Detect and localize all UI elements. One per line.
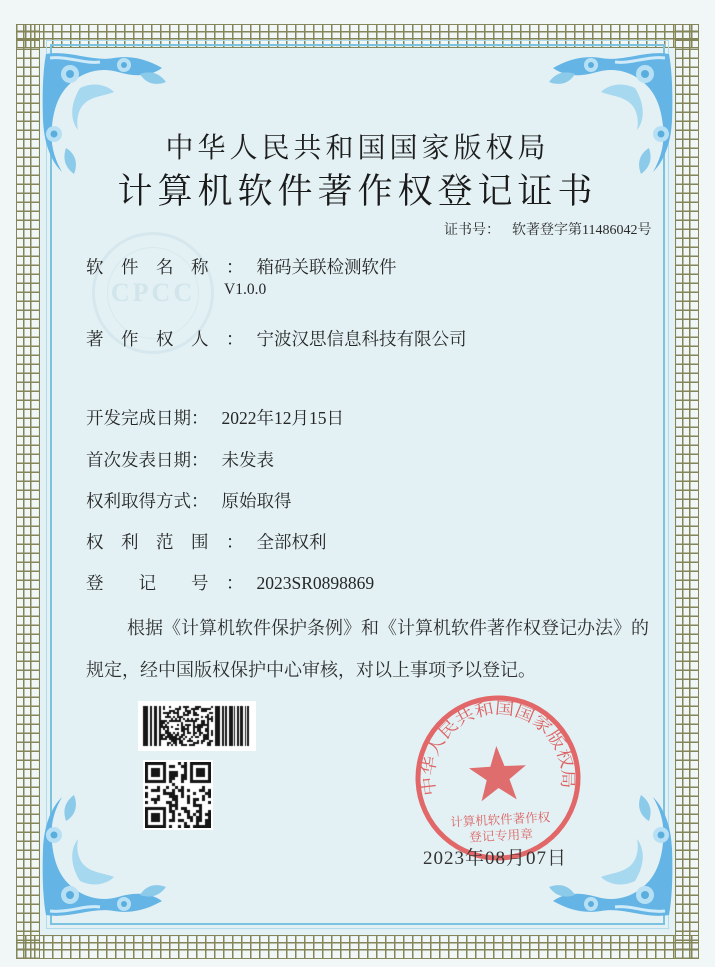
field-value: 原始取得 (221, 491, 292, 511)
certificate-title: 计算机软件著作权登记证书 (117, 172, 598, 211)
certificate-number-label: 证书号： (444, 223, 500, 238)
field-registration-number (86, 570, 374, 595)
statement-line2: 规定，经中国版权保护中心审核，对以上事项予以登记。 (86, 660, 536, 680)
field-software-name (86, 254, 397, 279)
seal-inner-line2: 登记专用章 (468, 827, 532, 845)
field-label: 首次发表日期： (86, 450, 209, 470)
field-value: 箱码关联检测软件 (256, 257, 397, 277)
field-value: 宁波汉思信息科技有限公司 (256, 329, 467, 349)
software-version: V1.0.0 (224, 281, 267, 298)
field-value: 全部权利 (256, 532, 327, 552)
field-label: 权利取得方式： (86, 491, 209, 511)
field-rights-scope (86, 529, 327, 554)
certificate-number-value: 软著登字第11486042号 (512, 223, 652, 238)
barcode-image (138, 701, 256, 751)
field-copyright-owner (86, 326, 467, 351)
seal-inner-line1: 计算机软件著作权 (449, 810, 551, 830)
field-label: 登 记 号 ： (86, 573, 244, 593)
field-value: 未发表 (221, 450, 274, 470)
qr-code-image (143, 760, 213, 830)
field-label: 权 利 范 围 ： (86, 532, 244, 552)
field-first-publish-date (86, 447, 274, 472)
field-value: 2022年12月15日 (221, 408, 344, 428)
certificate-number (444, 219, 651, 239)
field-label: 软 件 名 称 ： (86, 257, 244, 277)
field-label: 开发完成日期： (86, 408, 209, 428)
issue-date: 2023年08月07日 (422, 848, 567, 869)
star-icon (468, 745, 528, 802)
cpcc-watermark-text: CPCC (110, 278, 196, 307)
field-dev-complete-date (86, 405, 344, 430)
seal-arc-text: 中华人民共和国国家版权局 (418, 698, 578, 797)
authority-title: 中华人民共和国国家版权局 (165, 133, 550, 164)
statement-line1: 根据《计算机软件保护条例》和《计算机软件著作权登记办法》的 (127, 618, 649, 638)
field-rights-acquisition (86, 488, 292, 513)
meander-border-bottom (16, 935, 699, 959)
field-label: 著 作 权 人 ： (86, 329, 244, 349)
field-value: 2023SR0898869 (256, 573, 375, 593)
